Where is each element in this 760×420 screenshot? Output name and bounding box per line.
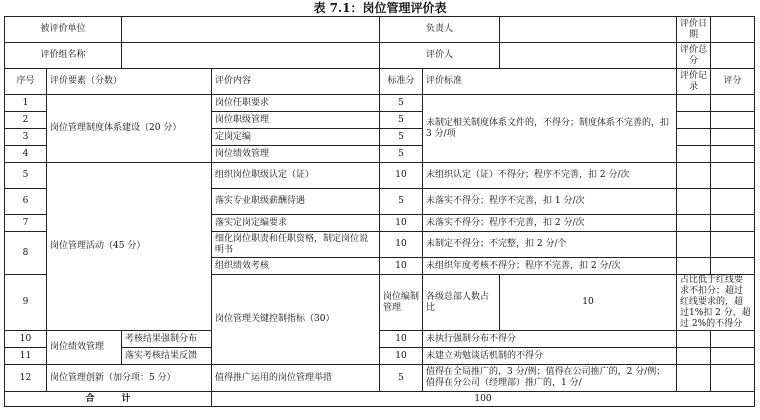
group-name-value[interactable] — [122, 43, 380, 69]
row-content: 组织绩效考核 — [212, 258, 380, 275]
eval-unit-label: 被评价单位 — [5, 17, 122, 43]
row-std-score: 10 — [380, 348, 423, 365]
row-std-score: 10 — [380, 163, 423, 189]
column-header-row — [5, 69, 755, 95]
row-content: 落实考核结果反馈 — [122, 348, 212, 365]
evaluator-label: 评价人 — [380, 43, 500, 69]
table-row — [5, 365, 755, 392]
score-cell[interactable] — [711, 189, 755, 215]
row-criteria: 未建立劝勉谈话机制的不得分 — [423, 348, 677, 365]
score-cell[interactable] — [711, 365, 755, 392]
row-std-score: 5 — [380, 112, 423, 129]
row-number: 7 — [5, 215, 47, 232]
row-content: 落实专业职级薪酬待遇 — [212, 189, 380, 215]
row-content: 各级总部人数占比 — [423, 275, 500, 331]
subgroup-performance-management: 岗位绩效管理 — [47, 331, 122, 365]
table-row — [5, 331, 755, 348]
record-cell[interactable] — [677, 215, 711, 232]
score-cell[interactable] — [711, 232, 755, 258]
table-row — [5, 95, 755, 112]
row-criteria: 占比低于红线要求不扣分；超过红线要求的，超过1%扣 2 分，超过 2%的不得分 — [677, 275, 755, 331]
record-cell[interactable] — [677, 232, 711, 258]
row-criteria: 未制定不得分；不完整，扣 2 分/个 — [423, 232, 677, 258]
header-record: 评价记录 — [677, 69, 711, 95]
row-content: 定岗定编 — [212, 129, 380, 146]
row-number: 11 — [5, 348, 47, 365]
header-seq: 序号 — [5, 69, 47, 95]
responsible-value[interactable] — [500, 17, 677, 43]
record-cell[interactable] — [677, 129, 711, 146]
record-cell[interactable] — [677, 95, 711, 112]
group-management-activities: 岗位管理活动（45 分） — [47, 163, 212, 331]
row-content: 岗位绩效管理 — [212, 146, 380, 163]
page-title: 表 7.1：岗位管理评价表 — [313, 1, 447, 15]
score-cell[interactable] — [711, 95, 755, 112]
group-innovation: 岗位管理创新（加分项：5 分） — [47, 365, 212, 392]
row-number: 3 — [5, 129, 47, 146]
row-content: 岗位任职要求 — [212, 95, 380, 112]
score-cell[interactable] — [711, 215, 755, 232]
row-number: 4 — [5, 146, 47, 163]
score-cell[interactable] — [711, 163, 755, 189]
header-row-1 — [5, 17, 755, 43]
total-value: 100 — [212, 392, 755, 407]
row-criteria: 未执行强制分布不得分 — [423, 331, 677, 348]
row-content: 值得推广运用的岗位管理举措 — [212, 365, 380, 392]
total-row — [5, 392, 755, 407]
row-number: 10 — [5, 331, 47, 348]
row-content: 考核结果强制分布 — [122, 331, 212, 348]
row-number: 5 — [5, 163, 47, 189]
row-number: 6 — [5, 189, 47, 215]
header-element: 评价要素（分数） — [47, 69, 212, 95]
header-row-2 — [5, 43, 755, 69]
row-number: 2 — [5, 112, 47, 129]
score-cell[interactable] — [711, 331, 755, 348]
score-cell[interactable] — [711, 146, 755, 163]
row-std-score: 10 — [380, 232, 423, 258]
row-content: 岗位职级管理 — [212, 112, 380, 129]
record-cell[interactable] — [677, 163, 711, 189]
row-number: 1 — [5, 95, 47, 112]
score-cell[interactable] — [711, 348, 755, 365]
eval-unit-value[interactable] — [122, 17, 380, 43]
criteria-rows-1-4: 未制定相关制度体系文件的，不得分；制度体系不完善的，扣 3 分/项 — [423, 95, 677, 163]
row-std-score: 10 — [380, 258, 423, 275]
group-system-building: 岗位管理制度体系建设（20 分） — [47, 95, 212, 163]
row-content: 细化岗位职责和任职资格，制定岗位说明书 — [212, 232, 380, 258]
group-name-label: 评价组名称 — [5, 43, 122, 69]
table-row — [5, 163, 755, 189]
score-cell[interactable] — [711, 112, 755, 129]
header-content: 评价内容 — [212, 69, 380, 95]
evaluator-value[interactable] — [500, 43, 677, 69]
record-cell[interactable] — [677, 365, 711, 392]
group-key-control-indicators: 岗位管理关键控制指标（30） — [212, 275, 380, 365]
row-std-score: 5 — [380, 146, 423, 163]
row-content: 落实定岗定编要求 — [212, 215, 380, 232]
row-number: 8 — [5, 232, 47, 275]
record-cell[interactable] — [677, 146, 711, 163]
row-std-score: 10 — [380, 331, 423, 348]
row-std-score: 10 — [500, 275, 677, 331]
score-cell[interactable] — [711, 129, 755, 146]
eval-date-label: 评价日期 — [677, 17, 711, 43]
subgroup-headcount-management: 岗位编制管理 — [380, 275, 423, 331]
row-std-score: 5 — [380, 189, 423, 215]
record-cell[interactable] — [677, 331, 711, 348]
record-cell[interactable] — [677, 258, 711, 275]
row-criteria: 值得在全局推广的，3 分/例；值得在公司推广的，2 分/例；值得在分公司（经理部）推广的，1 分/ — [423, 365, 677, 392]
record-cell[interactable] — [677, 348, 711, 365]
row-criteria: 未组织认定（证）不得分；程序不完善，扣 2 分/次 — [423, 163, 677, 189]
score-cell[interactable] — [711, 258, 755, 275]
row-number: 9 — [5, 275, 47, 331]
header-score: 评分 — [711, 69, 755, 95]
evaluation-table — [4, 16, 755, 407]
row-criteria: 未落实不得分；程序不完善，扣 2 分/次 — [423, 215, 677, 232]
row-std-score: 5 — [380, 95, 423, 112]
row-criteria: 未组织年度考核不得分；程序不完善，扣 2 分/次 — [423, 258, 677, 275]
responsible-label: 负责人 — [380, 17, 500, 43]
row-criteria: 未落实不得分；程序不完善，扣 1 分/次 — [423, 189, 677, 215]
row-std-score: 5 — [380, 129, 423, 146]
record-cell[interactable] — [677, 189, 711, 215]
eval-date-value[interactable] — [711, 17, 755, 43]
total-score-label: 评价总分 — [677, 43, 711, 69]
row-std-score: 5 — [380, 365, 423, 392]
row-number: 12 — [5, 365, 47, 392]
row-std-score: 10 — [380, 215, 423, 232]
record-cell[interactable] — [677, 112, 711, 129]
total-label: 合 计 — [5, 392, 212, 407]
row-content: 组织岗位职级认定（证） — [212, 163, 380, 189]
header-criteria: 评价标准 — [423, 69, 677, 95]
total-score-value[interactable] — [711, 43, 755, 69]
header-std-score: 标准分 — [380, 69, 423, 95]
